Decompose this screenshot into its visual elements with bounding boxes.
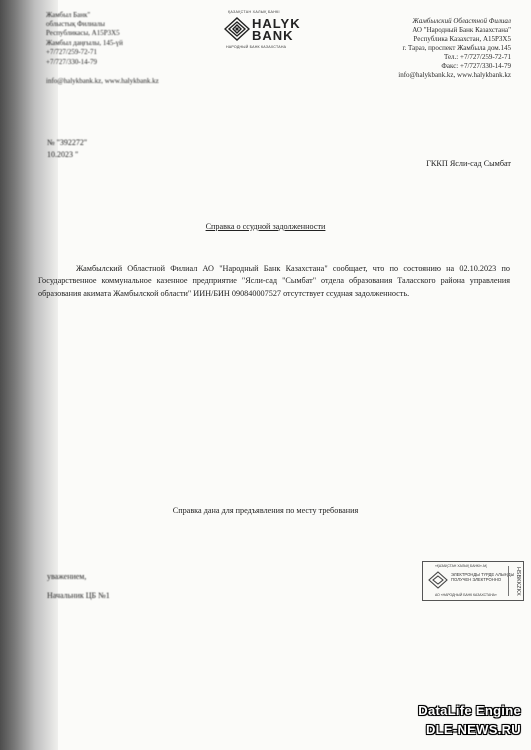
header-left-line-5: +7/727/259-72-71 [46, 48, 97, 56]
header-right-line-1: Жамбылский Областной Филиал [412, 17, 511, 25]
header-right-line-6: Факс: +7/727/330-14-79 [441, 62, 511, 70]
header-left-line-1: Жамбыл Банк" [46, 11, 91, 19]
reference-date: 10.2023 " [47, 150, 79, 159]
logo-tagline-top: ҚАЗАҚСТАН ХАЛЫҚ БАНКІ [228, 10, 280, 14]
watermark-line-2: DLE-NEWS.RU [425, 722, 521, 737]
logo-tagline-bottom: НАРОДНЫЙ БАНК КАЗАХСТАНА [226, 45, 287, 49]
header-left-line-7: info@halykbank.kz, www.halykbank.kz [46, 77, 159, 85]
reference-number: № "392272" [47, 138, 88, 147]
stamp-middle-line-2: ПОЛУЧЕН ЭЛЕКТРОННО [451, 577, 502, 582]
electronic-receipt-stamp [422, 561, 524, 601]
signature-position: Начальник ЦБ №1 [47, 591, 110, 600]
header-left-line-2: облыстық Филиалы [46, 20, 105, 28]
logo-word-halyk: HALYK [252, 16, 301, 31]
closing-line: Справка дана для предъявления по месту требования [172, 506, 359, 515]
signature-greeting: уважением, [47, 572, 87, 581]
header-right-line-4: г. Тараз, проспект Жамбыла дом.145 [402, 44, 511, 52]
header-right-line-2: АО "Народный Банк Казахстана" [412, 26, 511, 34]
header-right-line-5: Тел.: +7/727/259-72-71 [443, 53, 511, 61]
logo-word-bank: BANK [252, 28, 294, 43]
scan-shadow-band [0, 0, 58, 750]
recipient: ГККП Ясли-сад Сымбат [426, 159, 511, 168]
halyk-bank-logo [218, 8, 310, 52]
stamp-middle-line-1: ЭЛЕКТРОНДЫ ТҮРДЕ АЛЫНДЫ [451, 572, 515, 577]
watermark-line-1: DataLife Engine [418, 703, 521, 718]
header-left-line-6: +7/727/330-14-79 [46, 58, 97, 66]
stamp-emblem-icon [428, 571, 448, 589]
stamp-middle-text [451, 572, 514, 582]
header-left-line-3: Республикасы, A15P3X5 [46, 29, 120, 37]
body-paragraph: Жамбылский Областной Филиал АО "Народный Банк Казахстана" сообщает, что по состоянию на 02.10.2023 по Государственное коммунальное казенное предприятие "Ясли-сад "Сымбат" отдела образования Таласского района управления образования акимата Жамбылской области" ИИН/БИН 090840007527 отсутствует ссудная задолженность. [38, 264, 510, 298]
header-right-line-7: info@halykbank.kz, www.halykbank.kz [398, 71, 511, 79]
stamp-bank-code: HSBKKZKX [508, 566, 521, 596]
document-title: Справка о ссудной задолженности [205, 222, 326, 231]
halyk-emblem-icon [224, 17, 250, 41]
header-right-line-3: Республика Казахстан, A15P3X5 [413, 35, 511, 43]
stamp-bottom-text: АО «НАРОДНЫЙ БАНК КАЗАХСТАНА» [435, 593, 497, 597]
header-left-line-4: Жамбыл даңғылы, 145-үй [46, 39, 123, 47]
stamp-top-text: «ҚАЗАҚСТАН ХАЛЫҚ БАНКІ» АҚ [435, 564, 487, 568]
